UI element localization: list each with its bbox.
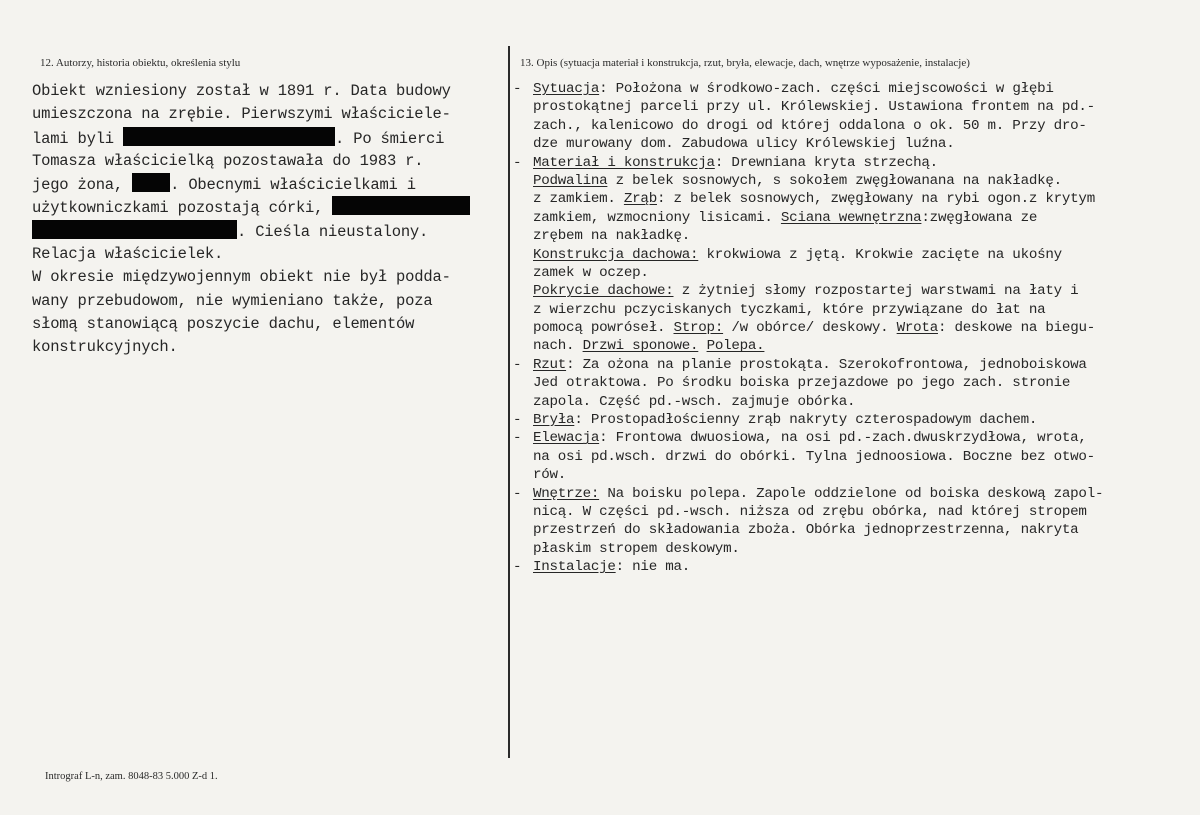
text-fragment: : Za ożona na planie prostokąta. Szerokofrontowa, jednoboiskowa: [566, 356, 1087, 373]
label-instalacje: Instalacje: [533, 559, 616, 576]
redaction-bar: [132, 173, 170, 192]
text-line: zamek w oczep.: [533, 264, 649, 281]
text-fragment: . Obecnymi właścicielkami i: [170, 176, 416, 195]
text-line: [513, 80, 1193, 98]
text-line: dze murowany dom. Zabudowa ulicy Królewskiej luźna.: [533, 136, 955, 153]
text-line: płaskim stropem deskowym.: [533, 540, 740, 557]
description-text: [513, 80, 1193, 577]
text-fragment: lami byli: [32, 129, 114, 148]
text-fragment: : nie ma.: [615, 559, 691, 576]
text-line: wany przebudowom, nie wymieniano także, poza: [32, 291, 433, 310]
redaction-bar: [32, 220, 237, 239]
text-fragment: : Prostopadłościenny zrąb nakryty czterospadowym dachem.: [574, 412, 1038, 429]
text-line: [513, 411, 1193, 429]
text-fragment: jego żona,: [32, 176, 124, 195]
list-dash: -: [513, 412, 522, 429]
label-pokrycie: Pokrycie dachowe:: [533, 283, 674, 300]
text-line: Jed otraktowa. Po środku boiska przejazdowe po jego zach. stronie: [533, 375, 1071, 392]
text-line: nicą. W części pd.-wsch. niższa od zrębu obórka, nad której stropem: [533, 503, 1087, 520]
text-fragment: : Drewniana kryta strzechą.: [714, 154, 938, 171]
text-line: prostokątnej parceli przy ul. Królewskiej. Ustawiona frontem na pd.-: [533, 99, 1095, 116]
text-line: [32, 127, 502, 150]
text-fragment: . Cieśla nieustalony.: [237, 222, 429, 241]
text-line: rów.: [533, 467, 567, 484]
text-line: [513, 282, 1193, 300]
text-line: zapola. Część pd.-wsch. zajmuje obórka.: [533, 393, 856, 410]
label-sciana: Sciana wewnętrzna: [780, 209, 922, 226]
text-line: [513, 190, 1193, 208]
text-line: [513, 209, 1193, 227]
text-line: [32, 220, 502, 243]
label-podwalina: Podwalina: [533, 172, 608, 189]
text-fragment: z belek sosnowych, s sokołem zwęgłowanana na nakładkę.: [607, 172, 1062, 189]
label-bryla: Bryła: [533, 412, 575, 429]
section-12-header: 12. Autorzy, historia obiektu, określenia stylu: [40, 57, 241, 69]
text-line: [513, 429, 1193, 447]
text-line: z wierzchu pczyciskanych tyczkami, które przywiązane do łat na: [533, 301, 1046, 318]
text-line: W okresie międzywojennym obiekt nie był poddа-: [32, 268, 451, 287]
text-fragment: pomocą powróseł.: [533, 320, 674, 337]
text-fragment: : deskowe na biegu-: [937, 320, 1095, 337]
list-dash: -: [513, 430, 522, 447]
text-fragment: /w obórce/ deskowy.: [723, 320, 897, 337]
text-line: [32, 173, 502, 196]
list-dash: -: [513, 559, 522, 576]
label-sytuacja: Sytuacja: [533, 81, 600, 97]
label-wrota: Wrota: [896, 320, 938, 337]
label-drzwi: Drzwi sponowe.: [582, 338, 699, 355]
label-strop: Strop:: [673, 320, 724, 337]
label-material: Materiał i konstrukcja: [533, 154, 715, 171]
label-polepa: Polepa.: [706, 338, 765, 355]
text-line: [513, 172, 1193, 190]
text-line: Obiekt wzniesiony został w 1891 r. Data budowy: [32, 82, 451, 100]
text-line: [513, 356, 1193, 374]
text-fragment: . Po śmierci: [335, 129, 445, 148]
text-fragment: zamkiem, wzmocniony lisicami.: [533, 209, 781, 226]
text-line: [513, 246, 1193, 264]
text-fragment: użytkowniczkami pozostają córki,: [32, 199, 324, 218]
history-text: [32, 80, 502, 360]
text-line: [513, 154, 1193, 172]
text-fragment: z zamkiem.: [533, 191, 616, 208]
text-line: umieszczona na zrębie. Pierwszymi właściciele-: [32, 105, 451, 124]
label-konstrukcja: Konstrukcja dachowa:: [533, 246, 699, 263]
text-line: [513, 337, 1193, 355]
column-divider: [508, 46, 510, 758]
text-line: słomą stanowiącą poszycie dachu, elementów: [32, 314, 415, 333]
list-dash: -: [513, 485, 522, 502]
text-fragment: z żytniej słomy rozpostartej warstwami na łaty i: [673, 283, 1079, 300]
label-zrab: Zrąb: [623, 191, 657, 208]
text-line: przestrzeń do składowania zboża. Obórka jednoprzestrzenna, nakryta: [533, 522, 1079, 539]
text-line: [32, 196, 502, 219]
text-fragment: :zwęgłowana ze: [921, 209, 1038, 226]
list-dash: -: [513, 154, 522, 171]
text-line: konstrukcyjnych.: [32, 338, 178, 357]
list-dash: -: [513, 81, 522, 97]
text-fragment: nach.: [533, 338, 583, 355]
printer-imprint: Intrograf L-n, zam. 8048-83 5.000 Z-d 1.: [45, 771, 218, 782]
text-fragment: krokwiowa z jętą. Krokwie zacięte na ukośny: [698, 246, 1062, 263]
text-fragment: : Położona w środkowo-zach. części miejscowości w głębi: [599, 81, 1054, 97]
text-line: Tomasza właścicielką pozostawała do 1983 r.: [32, 151, 424, 170]
label-rzut: Rzut: [533, 356, 567, 373]
text-fragment: Na boisku polepa. Zapole oddzielone od boiska deskową zapol-: [599, 485, 1104, 502]
text-line: Relacja właścicielek.: [32, 245, 224, 264]
text-line: [513, 558, 1193, 576]
label-wnetrze: Wnętrze:: [533, 485, 600, 502]
text-line: zach., kalenicowo do drogi od której oddalona o ok. 50 m. Przy dro-: [533, 117, 1087, 134]
text-line: na osi pd.wsch. drzwi do obórki. Tylna jednoosiowa. Boczne bez otwo-: [533, 448, 1095, 465]
label-elewacja: Elewacja: [533, 430, 600, 447]
section-13-header: 13. Opis (sytuacja materiał i konstrukcja, rzut, bryła, elewacje, dach, wnętrze wyposażenie, instalacje): [520, 57, 970, 69]
text-fragment: : z belek sosnowych, zwęgłowany na rybi ogon.z krytym: [656, 191, 1095, 208]
redaction-bar: [123, 127, 335, 146]
text-line: zrębem na nakładkę.: [533, 228, 691, 245]
text-line: [513, 319, 1193, 337]
redaction-bar: [332, 196, 470, 215]
text-line: [513, 485, 1193, 503]
list-dash: -: [513, 356, 522, 373]
text-fragment: : Frontowa dwuosiowa, na osi pd.-zach.dwuskrzydłowa, wrota,: [599, 430, 1087, 447]
